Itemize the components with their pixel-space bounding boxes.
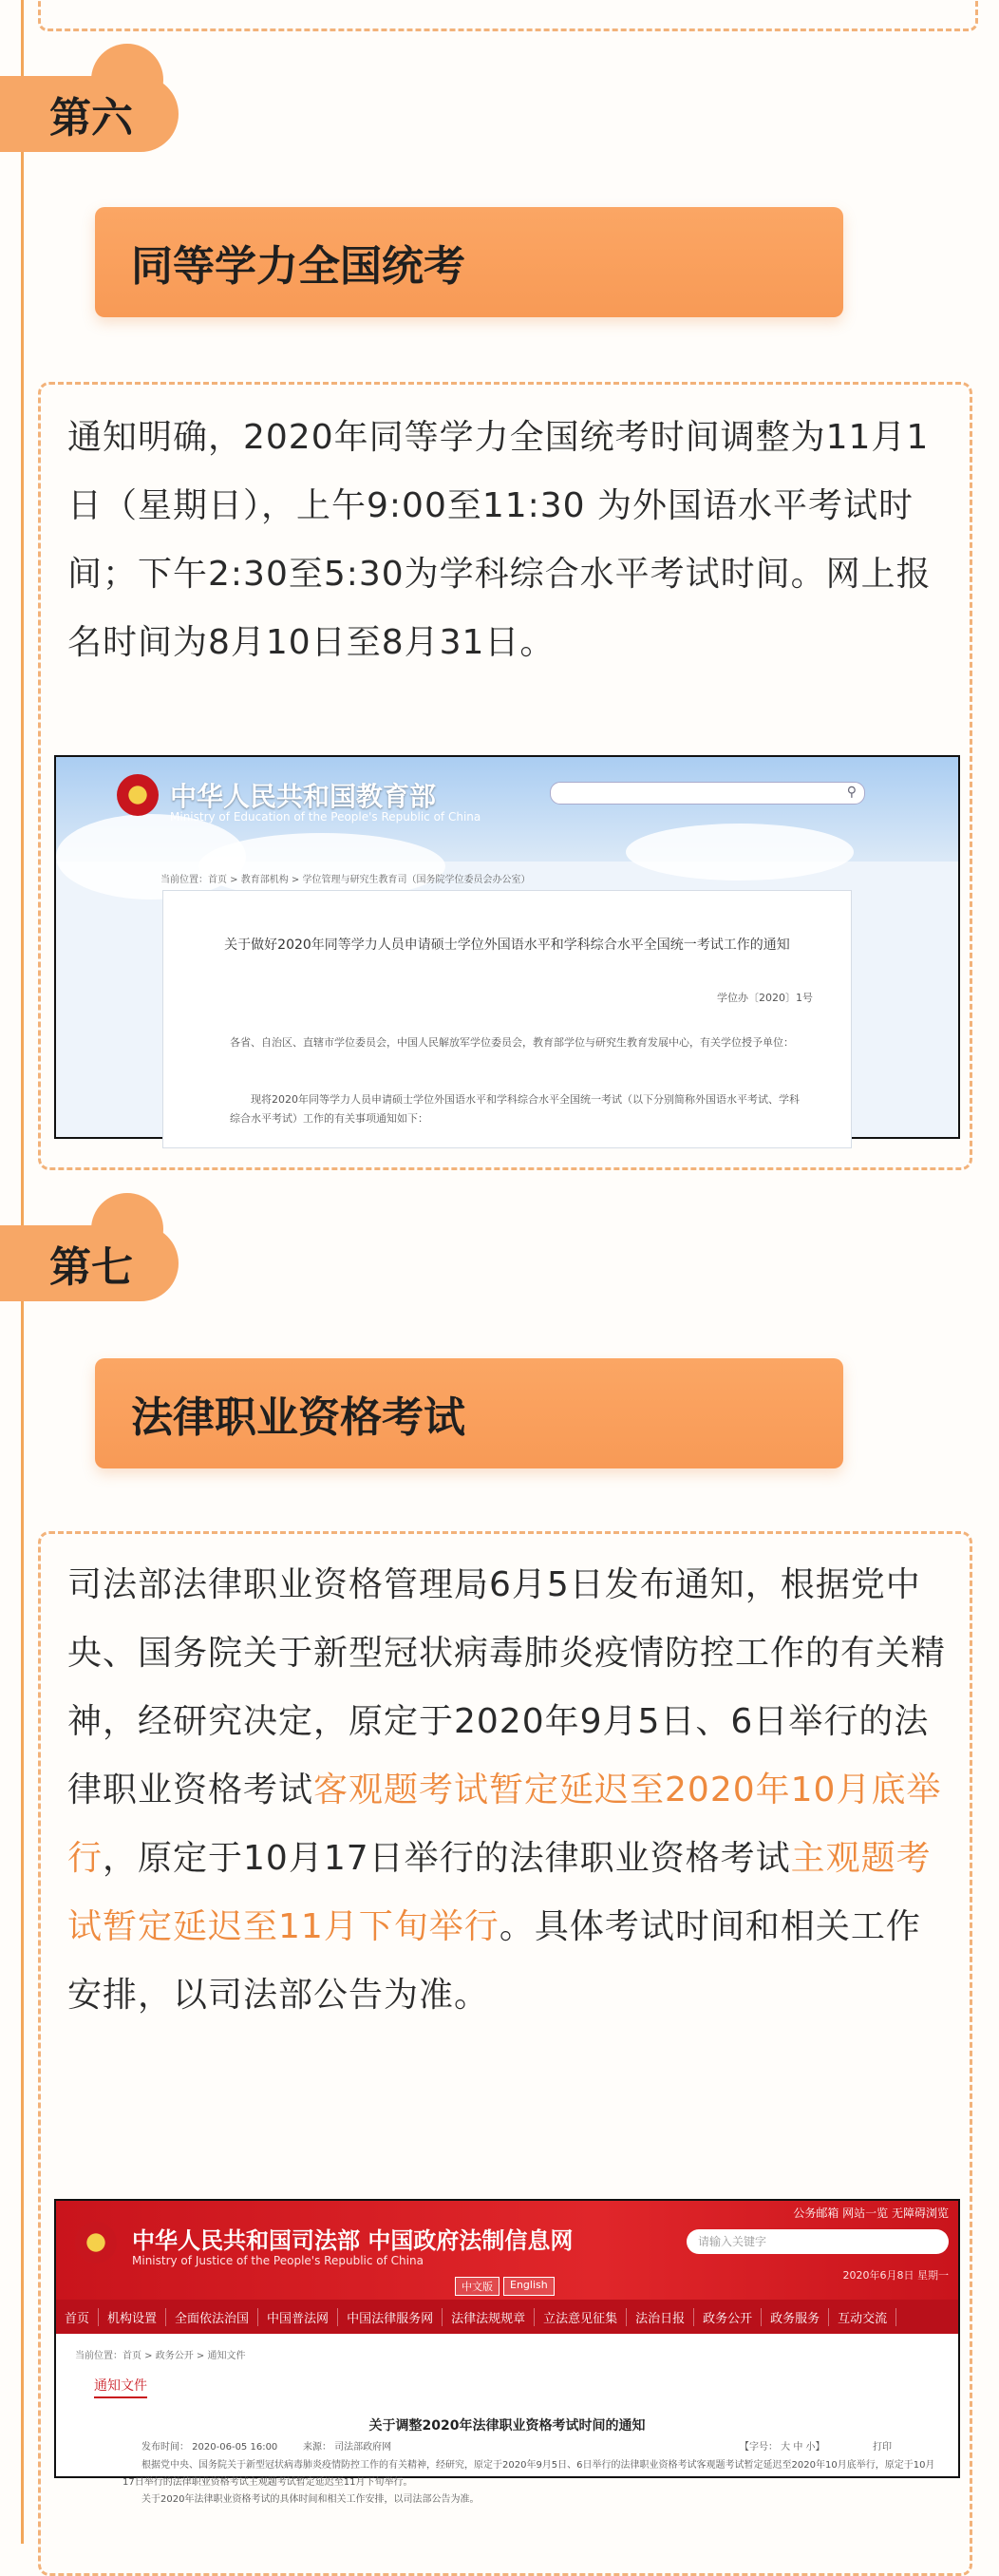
moj-document-body: 根据党中央、国务院关于新型冠状病毒肺炎疫情防控工作的有关精神，经研究，原定于2020年9月5日、6日举行的法律职业资格考试客观题考试暂定延迟至2020年10月底举行，原定于10月17日举行的法律职业资格考试主观题考试暂定延迟至11月下旬举行。 <box>123 2460 935 2488</box>
cloud-decoration <box>626 824 854 881</box>
moe-document-body: 现将2020年同等学力人员申请硕士学位外国语水平和学科综合水平全国统一考试（以下分别简称外国语水平考试、学科综合水平考试）工作的有关事项通知如下： <box>230 1093 800 1125</box>
moe-breadcrumb: 当前位置：首页 > 教育部机构 > 学位管理与研究生教育司（国务院学位委员会办公室） <box>160 875 531 885</box>
highlight-text: 主观题考试暂定延迟至11月下旬举行 <box>67 1839 932 1946</box>
nav-item[interactable]: 政务服务 <box>762 2308 829 2326</box>
nav-item[interactable]: 立法意见征集 <box>535 2308 627 2326</box>
moe-document-panel <box>162 890 852 1148</box>
moj-date: 2020年6月8日 星期一 <box>842 2269 949 2282</box>
lang-en-button[interactable]: English <box>503 2277 555 2296</box>
nav-item[interactable]: 全面依法治国 <box>166 2308 258 2326</box>
moe-document-title: 关于做好2020年同等学力人员申请硕士学位外国语水平和学科综合水平全国统一考试工作的通知 <box>224 938 790 953</box>
national-emblem-icon <box>75 2222 117 2263</box>
nav-item[interactable]: 机构设置 <box>99 2308 166 2326</box>
moj-nav-bar <box>56 2300 958 2334</box>
moe-site-name: 中华人民共和国教育部 <box>170 781 437 812</box>
previous-card-bottom <box>38 0 978 31</box>
moj-search-input[interactable]: 请输入关键字 <box>687 2229 949 2254</box>
moj-document-title: 关于调整2020年法律职业资格考试时间的通知 <box>368 2418 646 2434</box>
search-icon[interactable]: ⚲ <box>846 785 857 800</box>
moj-website-screenshot <box>54 2199 960 2505</box>
nav-item[interactable]: 中国普法网 <box>258 2308 338 2326</box>
moj-site-name: 中华人民共和国司法部 中国政府法制信息网 <box>132 2227 574 2254</box>
section-paragraph: 通知明确，2020年同等学力全国统考时间调整为11月1日（星期日），上午9:00至11:30 为外国语水平考试时间；下午2:30至5:30为学科综合水平考试时间。网上报名时间为8月10日至8月31日。 <box>67 418 932 662</box>
paragraph-text: ，原定于10月17日举行的法律职业资格考试 <box>103 1839 791 1878</box>
content-card <box>38 1531 972 2576</box>
moe-search-input[interactable] <box>550 782 865 805</box>
nav-item[interactable]: 政务公开 <box>694 2308 762 2326</box>
section-number-badge: 第六 <box>0 76 179 152</box>
lang-cn-button[interactable]: 中文版 <box>455 2277 500 2296</box>
section-title: 法律职业资格考试 <box>95 1358 843 1468</box>
nav-item[interactable]: 首页 <box>56 2308 99 2326</box>
moe-document-addressee: 各省、自治区、直辖市学位委员会，中国人民解放军学位委员会，教育部学位与研究生教育发展中心，有关学位授予单位： <box>230 1036 794 1049</box>
national-emblem-icon <box>117 774 159 816</box>
moj-font-size[interactable]: 【字号： 大 中 小】 <box>740 2442 825 2453</box>
content-card <box>38 382 972 1170</box>
nav-item[interactable]: 互动交流 <box>829 2308 896 2326</box>
highlight-text: 客观题考试暂定延迟至2020年10月底举行 <box>67 1771 942 1878</box>
moj-top-links[interactable]: 公务邮箱 网站一览 无障碍浏览 <box>793 2207 949 2220</box>
moe-website-screenshot <box>54 755 960 1139</box>
moj-site-name-en: Ministry of Justice of the People's Republic of China <box>132 2254 424 2267</box>
moj-section-title: 通知文件 <box>94 2376 147 2398</box>
moj-publish-time: 发布时间： 2020-06-05 16:00 <box>141 2442 278 2453</box>
nav-item[interactable]: 法律法规规章 <box>443 2308 535 2326</box>
moj-document-body: 关于2020年法律职业资格考试的具体时间和相关工作安排，以司法部公告为准。 <box>141 2494 480 2505</box>
nav-item[interactable]: 中国法律服务网 <box>338 2308 443 2326</box>
paragraph-text: 司法部法律职业资格管理局6月5日发布通知，根据党中央、国务院关于新型冠状病毒肺炎疫情防控工作的有关精神，经研究决定，原定于2020年9月5日、6日举行的法律职业资格考试 <box>67 1565 947 1809</box>
section-number-badge: 第七 <box>0 1225 179 1301</box>
moj-breadcrumb: 当前位置：首页 > 政务公开 > 通知文件 <box>75 2351 246 2361</box>
section-title: 同等学力全国统考 <box>95 207 843 317</box>
moe-document-number: 学位办〔2020〕1号 <box>717 992 813 1004</box>
nav-item[interactable]: 法治日报 <box>627 2308 694 2326</box>
paragraph-text: 。具体考试时间和相关工作安排，以司法部公告为准。 <box>67 1907 921 2015</box>
moj-print-button[interactable]: 打印 <box>873 2442 892 2453</box>
moj-source: 来源： 司法部政府网 <box>303 2442 392 2453</box>
language-switch <box>455 2277 555 2296</box>
moe-site-name-en: Ministry of Education of the People's Republic of China <box>170 810 481 824</box>
section-paragraph <box>67 1551 949 2030</box>
